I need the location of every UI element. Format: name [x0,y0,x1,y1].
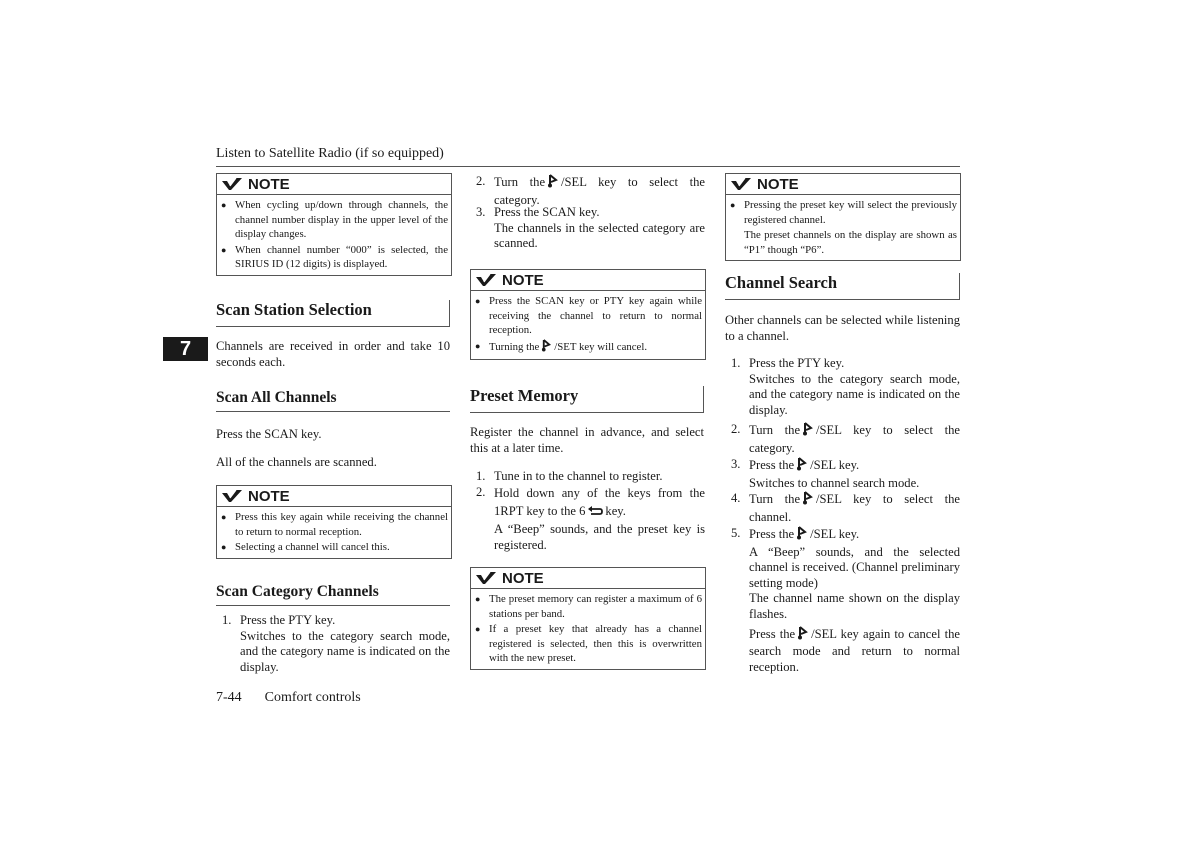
note-item: ● When cycling up/down through channels, the channel number display in the upper level of the display changes. [221,199,448,240]
note-header [471,568,705,589]
tune-knob-icon [547,174,559,193]
page-number: 7-44 [216,690,242,705]
note-box [470,269,706,360]
numbered-step: 5. Press the /SEL key. A “Beep” sounds, and the selected channel is received. (Channel preliminary setting mode) The channel name shown on the display flashes. Press the /SEL key again to cancel the search mode and return to normal reception. [731,526,960,674]
note-box [725,173,961,261]
chapter-tab: 7 [163,337,208,361]
paragraph: Other channels can be selected while listening to a channel. [725,313,960,343]
numbered-step: 1. Press the PTY key. Switches to the category search mode, and the category name is indicated on the display. [222,613,450,674]
note-item: ● The preset memory can register a maximum of 6 stations per band. [475,593,702,620]
note-item: ● When channel number “000” is selected, the SIRIUS ID (12 digits) is displayed. [221,243,448,270]
section-heading: Channel Search [725,273,960,300]
numbered-step: 2. Hold down any of the keys from the 1RPT key to the 6 key. A “Beep” sounds, and the preset key is registered. [476,485,705,552]
note-title: NOTE [502,271,544,289]
note-item: ● If a preset key that already has a channel registered is selected, then this is overwritten with the new preset. [475,623,702,664]
paragraph: Press the SCAN key. [216,427,322,441]
note-check-icon [221,489,243,503]
note-title: NOTE [248,175,290,193]
note-check-icon [730,177,752,191]
note-title: NOTE [757,175,799,193]
subsection-heading: Scan Category Channels [216,583,450,606]
page-header: Listen to Satellite Radio (if so equipped) [216,146,444,161]
tune-knob-icon [796,526,808,545]
note-item: ● Press the SCAN key or PTY key again while receiving the channel to return to normal reception. [475,295,702,336]
note-check-icon [475,273,497,287]
section-heading: Preset Memory [470,386,704,413]
tune-knob-icon [541,339,552,357]
note-header [471,270,705,291]
note-box [216,485,452,559]
note-header [217,486,451,507]
note-title: NOTE [248,487,290,505]
note-item: ● Press this key again while receiving the channel to return to normal reception. [221,511,448,538]
numbered-step: 1. Tune in to the channel to register. [476,469,663,483]
numbered-step: 3. Press the /SEL key. Switches to channel search mode. [731,457,920,490]
tune-knob-icon [797,626,809,645]
note-box [216,173,452,276]
paragraph: Channels are received in order and take 10 seconds each. [216,339,450,369]
note-header [217,174,451,195]
page-footer [216,690,361,706]
tune-knob-icon [802,422,814,441]
note-item: The preset channels on the display are shown as “P1” though “P6”. [744,229,957,256]
note-header [726,174,960,195]
tune-knob-icon [802,491,814,510]
note-check-icon [475,571,497,585]
tune-knob-icon [796,457,808,476]
note-item: ● Pressing the preset key will select the previously registered channel. [730,199,957,226]
return-arrow-icon [587,505,603,523]
numbered-step: 2. Turn the /SEL key to select the category. [476,174,705,207]
footer-section: Comfort controls [264,690,361,705]
numbered-step: 4. Turn the /SEL key to select the channel. [731,491,960,524]
note-box [470,567,706,670]
note-item: ● Selecting a channel will cancel this. [221,541,390,553]
subsection-heading: Scan All Channels [216,389,450,412]
numbered-step: 2. Turn the /SEL key to select the category. [731,422,960,455]
section-heading: Scan Station Selection [216,300,450,327]
numbered-step: 3. Press the SCAN key. The channels in the selected category are scanned. [476,205,705,251]
note-check-icon [221,177,243,191]
note-title: NOTE [502,569,544,587]
paragraph: Register the channel in advance, and select this at a later time. [470,425,704,455]
note-item: ● Turning the /SET key will cancel. [475,339,702,357]
header-rule [216,166,960,167]
numbered-step: 1. Press the PTY key. Switches to the category search mode, and the category name is indicated on the display. [731,356,960,417]
paragraph: All of the channels are scanned. [216,455,377,469]
